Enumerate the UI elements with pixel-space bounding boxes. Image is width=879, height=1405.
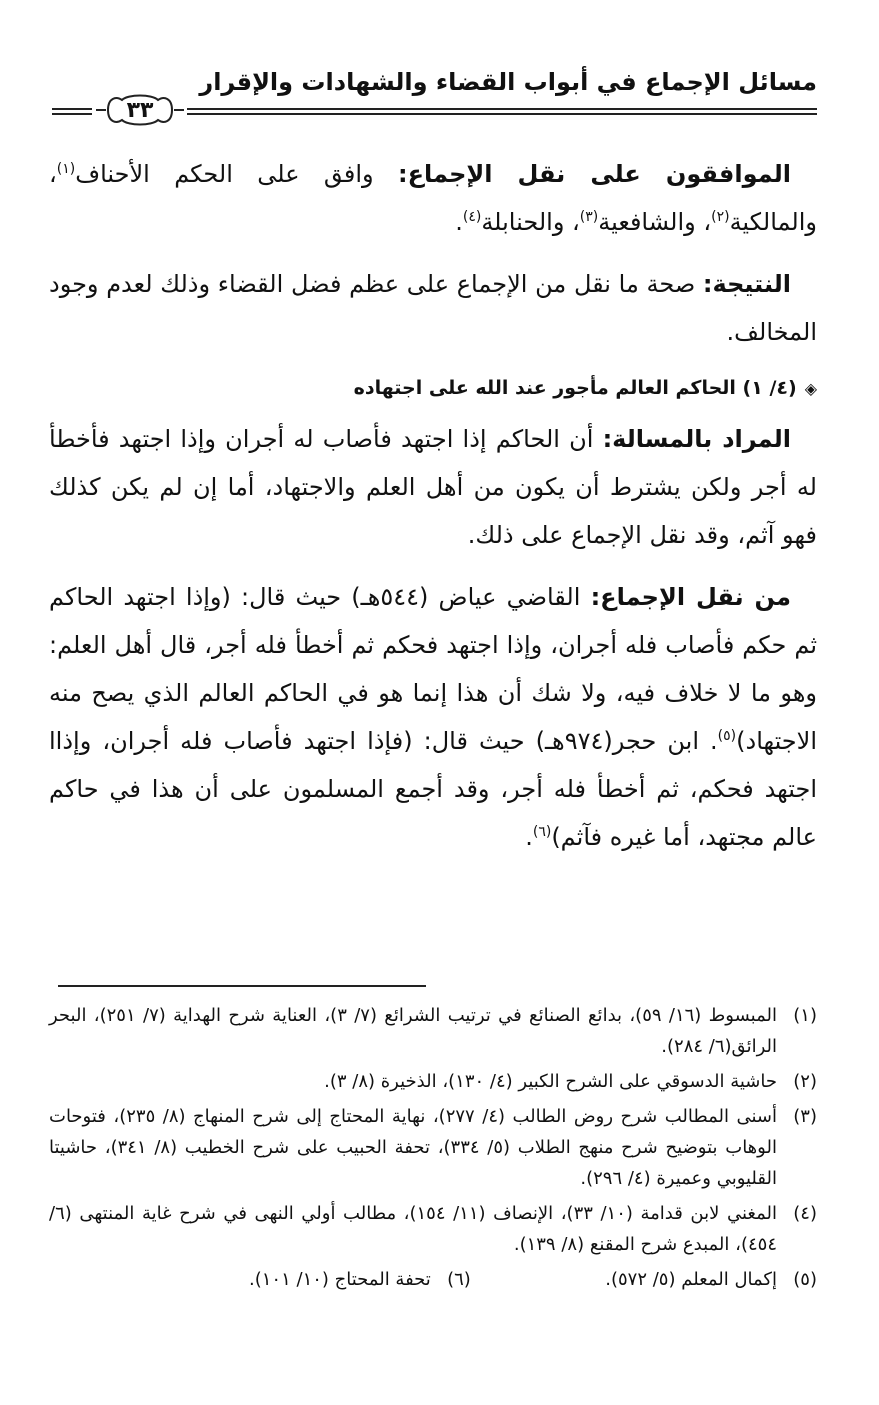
paragraph-text: ، والمالكية <box>49 160 817 236</box>
footnote-text: إكمال المعلم (٥/ ٥٧٢). <box>605 1269 777 1290</box>
paragraph-text: أن الحاكم إذا اجتهد فأصاب له أجران وإذا اجتهد فأخطأ له أجر ولكن يشترط أن يكون من أهل العلم والاجتهاد، أما إن لم يكن كذلك فهو آثم، وقد نقل الإجماع على ذلك. <box>49 425 817 549</box>
paragraph-lead: من نقل الإجماع: <box>590 583 791 611</box>
footnote-item <box>49 1066 817 1097</box>
footnote-text: أسنى المطالب شرح روض الطالب (٤/ ٢٧٧)، نهاية المحتاج إلى شرح المنهاج (٨/ ٢٣٥)، فتوحات الوهاب بتوضيح شرح منهج الطلاب (٥/ ٣٣٤)، تحفة الحبيب على شرح الخطيب (٨/ ٣٤١)، حاشيتا القليوبي وعميرة (٤/ ٢٩٦). <box>49 1106 778 1189</box>
paragraph-text: ، والشافعية <box>598 208 712 236</box>
page-number: ٣٣ <box>126 97 154 123</box>
paragraph-text: صحة ما نقل من الإجماع على عظم فضل القضاء وذلك لعدم وجود المخالف. <box>49 270 817 346</box>
footnote-row <box>49 1264 817 1295</box>
footnote-ref[interactable]: (٦) <box>532 824 552 840</box>
paragraph-lead: الموافقون على نقل الإجماع: <box>397 160 791 188</box>
footnote-ref[interactable]: (٥) <box>717 728 737 744</box>
paragraph-issue-meaning <box>49 415 817 559</box>
footnote-item <box>49 1101 817 1194</box>
footnote-ref[interactable]: (٤) <box>462 209 482 225</box>
footnote-number: (٤) <box>793 1203 817 1224</box>
paragraph-text: . ابن حجر(٩٧٤هـ) حيث قال: (فإذا اجتهد فأصاب فله أجران، وإذاا اجتهد فحكم، ثم أخطأ فله أجر، وقد أجمع المسلمون على أن هذا في حاكم عالم مجتهد، أما غيره فآثم) <box>49 727 817 851</box>
header-rule-left <box>52 108 92 115</box>
footnote-number: (١) <box>793 1005 817 1026</box>
section-heading <box>49 370 817 407</box>
footnote-text: المغني لابن قدامة (١٠/ ٣٣)، الإنصاف (١١/ ١٥٤)، مطالب أولي النهى في شرح غاية المنتهى (٦/ ٤٥٤)، المبدع شرح المقنع (٨/ ١٣٩). <box>49 1203 777 1255</box>
paragraph-lead: النتيجة: <box>702 270 791 298</box>
footnote-ref[interactable]: (٢) <box>711 209 730 225</box>
footnotes <box>49 1000 817 1299</box>
section-heading-text: (٤/ ١) الحاكم العالم مأجور عند الله على اجتهاده <box>353 377 797 399</box>
paragraph-text: ، والحنابلة <box>481 208 580 236</box>
diamond-icon: ◈ <box>804 379 817 398</box>
footnote-item <box>249 1264 471 1295</box>
paragraph-lead: المراد بالمسالة: <box>602 425 792 453</box>
footnote-separator <box>58 985 426 987</box>
paragraph-text: وافق على الحكم الأحناف <box>75 160 398 188</box>
paragraph-text: القاضي عياض (٥٤٤هـ) حيث قال: (وإذا اجتهد الحاكم ثم حكم فأصاب فله أجران، وإذا اجتهد فحكم ثم أخطأ فله أجر، قال أهل العلم: وهو ما لا خلاف فيه، ولا شك أن هذا إنما هو في الحاكم العالم الذي يصح منه الاجتهاد) <box>49 583 817 755</box>
page-number-badge <box>94 90 186 130</box>
footnote-text: المبسوط (١٦/ ٥٩)، بدائع الصنائع في ترتيب الشرائع (٧/ ٣)، العناية شرح الهداية (٧/ ٢٥١)، البحر الرائق(٦/ ٢٨٤). <box>49 1005 777 1057</box>
footnote-number: (٣) <box>793 1106 817 1127</box>
paragraph-text: . <box>525 823 533 851</box>
paragraph-consensus-sources <box>49 573 817 861</box>
footnote-item <box>605 1264 817 1295</box>
footnote-text: حاشية الدسوقي على الشرح الكبير (٤/ ١٣٠)، الذخيرة (٨/ ٣). <box>324 1071 777 1092</box>
paragraph-result <box>49 260 817 356</box>
paragraph-text: . <box>455 208 463 236</box>
footnote-number: (٢) <box>793 1071 817 1092</box>
footnote-text: تحفة المحتاج (١٠/ ١٠١). <box>249 1269 431 1290</box>
footnote-item <box>49 1198 817 1260</box>
running-header-title: مسائل الإجماع في أبواب القضاء والشهادات والإقرار <box>199 68 817 96</box>
main-text <box>49 150 817 875</box>
footnote-ref[interactable]: (١) <box>56 161 76 177</box>
paragraph-agreeing-scholars <box>49 150 817 246</box>
footnote-ref[interactable]: (٣) <box>579 209 599 225</box>
footnote-number: (٥) <box>793 1269 817 1290</box>
footnote-item <box>49 1000 817 1062</box>
footnote-number: (٦) <box>447 1269 471 1290</box>
header-rule-right <box>187 108 817 115</box>
